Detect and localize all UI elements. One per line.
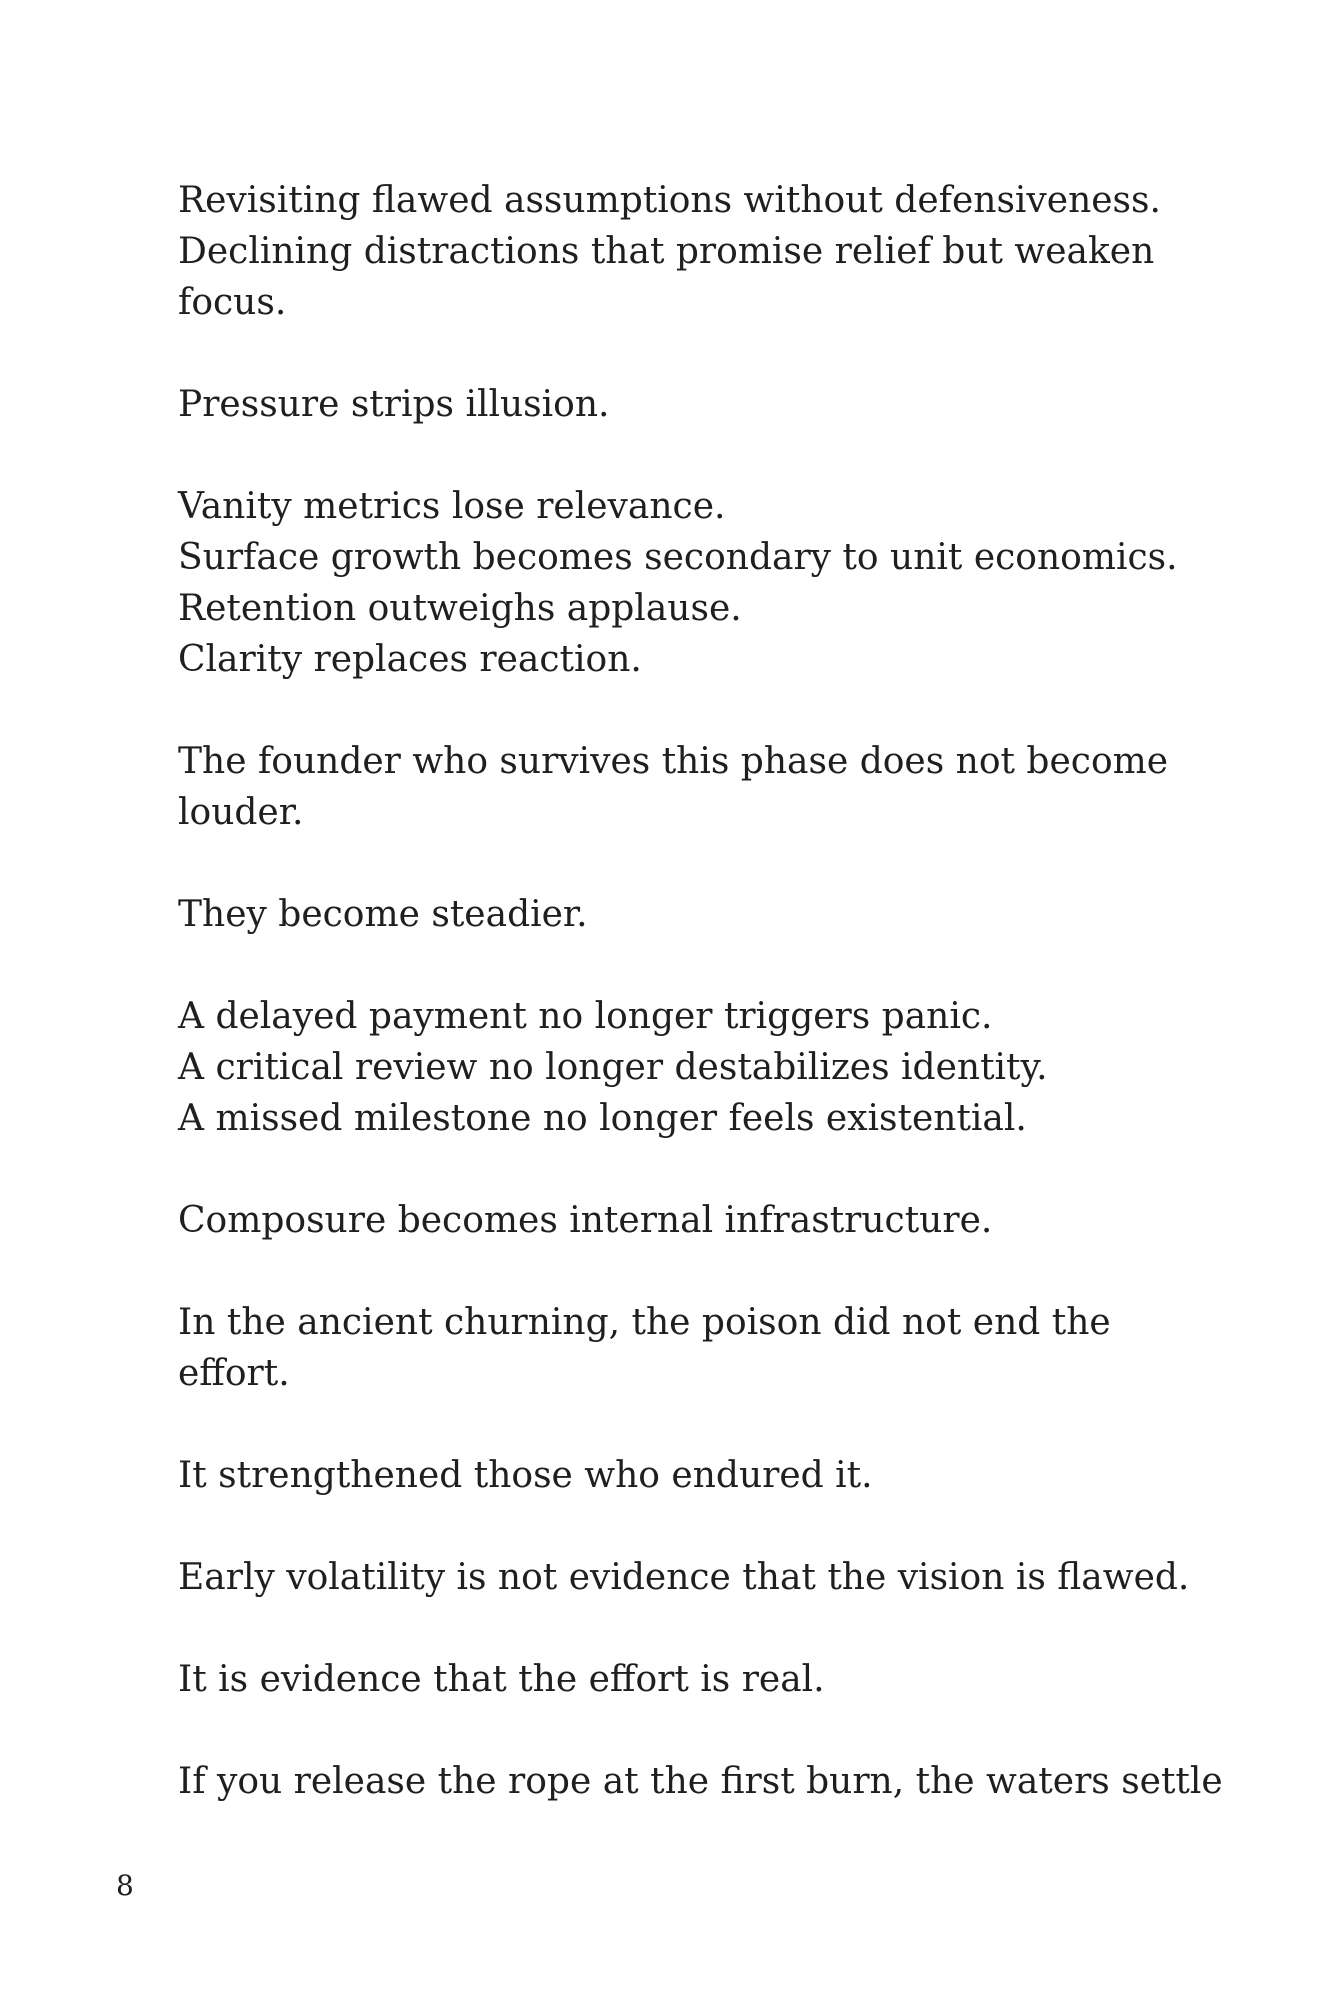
text-line: It is evidence that the effort is real. (178, 1659, 825, 1700)
text-line: Early volatility is not evidence that the vision is flawed. (178, 1557, 1190, 1598)
text-line: It strengthened those who endured it. (178, 1455, 873, 1496)
paragraph-6 (178, 991, 1178, 1144)
text-line: Declining distractions that promise relief but weaken (178, 231, 1155, 272)
text-line: In the ancient churning, the poison did not end the (178, 1302, 1111, 1343)
text-line: They become steadier. (178, 894, 588, 935)
text-line: A critical review no longer destabilizes identity. (178, 1047, 1048, 1088)
text-line: A missed milestone no longer feels existential. (178, 1098, 1027, 1139)
text-line: Clarity replaces reaction. (178, 639, 642, 680)
text-line: If you release the rope at the first burn, the waters settle (178, 1761, 1223, 1802)
page-body-text (178, 175, 1223, 1807)
paragraph-2 (178, 379, 1178, 430)
paragraph-10 (178, 1552, 1190, 1603)
paragraph-7 (178, 1195, 1178, 1246)
paragraph-9 (178, 1450, 1178, 1501)
page-number: 8 (116, 1869, 134, 1902)
text-line: Retention outweighs applause. (178, 588, 742, 629)
text-line: louder. (178, 792, 304, 833)
text-line: Vanity metrics lose relevance. (178, 486, 726, 527)
text-line: A delayed payment no longer triggers panic. (178, 996, 993, 1037)
paragraph-8 (178, 1297, 1178, 1399)
text-line: focus. (178, 282, 287, 323)
text-line: Composure becomes internal infrastructure. (178, 1200, 993, 1241)
text-line: Surface growth becomes secondary to unit economics. (178, 537, 1178, 578)
paragraph-12 (178, 1756, 1223, 1807)
text-line: Revisiting flawed assumptions without defensiveness. (178, 180, 1161, 221)
text-line: The founder who survives this phase does not become (178, 741, 1169, 782)
paragraph-5 (178, 889, 1178, 940)
text-line: effort. (178, 1353, 290, 1394)
paragraph-4 (178, 736, 1178, 838)
paragraph-1 (178, 175, 1178, 328)
paragraph-11 (178, 1654, 1178, 1705)
paragraph-3 (178, 481, 1178, 685)
text-line: Pressure strips illusion. (178, 384, 610, 425)
